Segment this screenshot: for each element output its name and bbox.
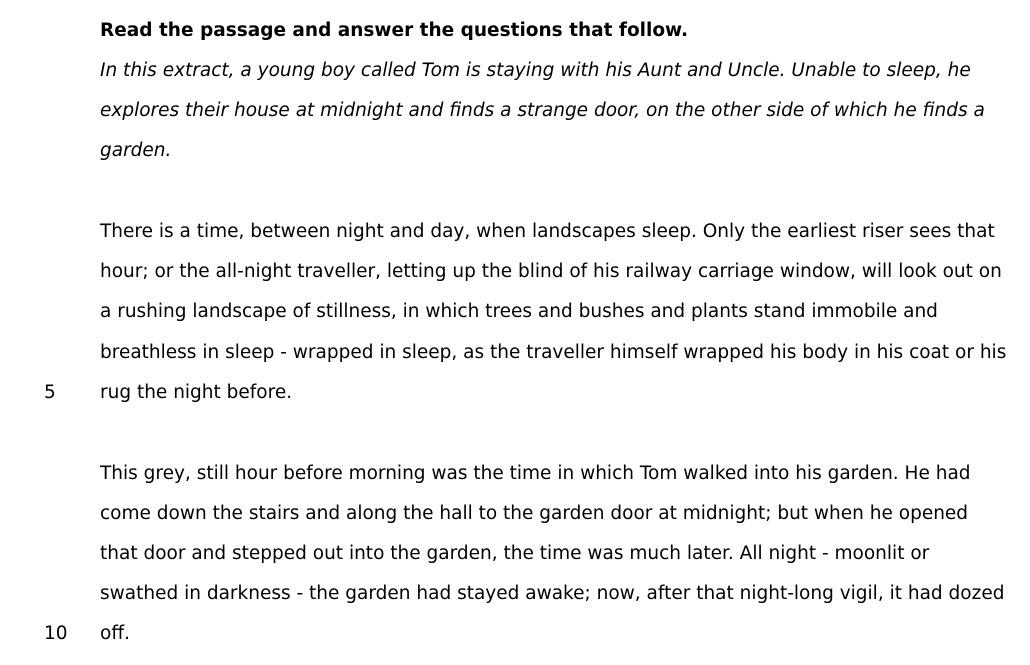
passage-p2-line-3: that door and stepped out into the garden, the time was much later. All night - moonlit or xyxy=(100,543,930,564)
passage-p1-line-3: a rushing landscape of stillness, in which trees and bushes and plants stand immobile and xyxy=(100,301,938,322)
line-number-5: 5 xyxy=(44,382,56,403)
passage-p1-line-5: rug the night before. xyxy=(100,382,293,403)
instructions-heading: Read the passage and answer the questions that follow. xyxy=(100,20,688,41)
passage-p2-line-2: come down the stairs and along the hall to the garden door at midnight; but when he opened xyxy=(100,503,969,524)
intro-line-1: In this extract, a young boy called Tom is staying with his Aunt and Uncle. Unable to sleep, he xyxy=(100,60,971,81)
passage-p1-line-1: There is a time, between night and day, when landscapes sleep. Only the earliest riser sees that xyxy=(100,221,995,242)
passage-p2-line-5: off. xyxy=(100,623,130,644)
passage-p2-line-1: This grey, still hour before morning was the time in which Tom walked into his garden. He had xyxy=(100,463,971,484)
line-number-10: 10 xyxy=(44,623,68,644)
passage-p1-line-2: hour; or the all-night traveller, letting up the blind of his railway carriage window, will look out on xyxy=(100,261,1002,282)
passage-p2-line-4: swathed in darkness - the garden had stayed awake; now, after that night-long vigil, it had dozed xyxy=(100,583,1005,604)
passage-p1-line-4: breathless in sleep - wrapped in sleep, as the traveller himself wrapped his body in his coat or his xyxy=(100,342,1007,363)
intro-line-3: garden. xyxy=(100,140,172,161)
intro-line-2: explores their house at midnight and finds a strange door, on the other side of which he finds a xyxy=(100,100,985,121)
